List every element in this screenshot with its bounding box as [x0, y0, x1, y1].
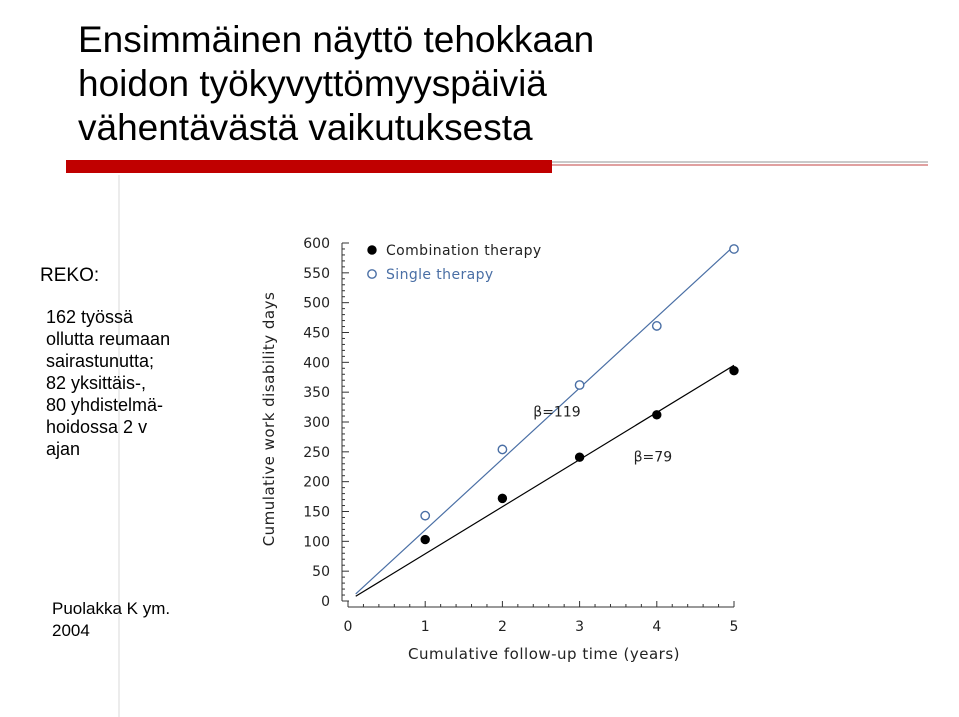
combination-therapy-point	[421, 535, 429, 543]
legend-combination-marker	[368, 246, 376, 254]
y-axis-label: Cumulative work disability days	[260, 291, 278, 547]
description-line: 82 yksittäis-,	[46, 373, 147, 393]
x-tick-label: 2	[497, 619, 507, 635]
reference-line: Puolakka K ym.	[52, 599, 171, 618]
combination-therapy-point	[498, 494, 506, 502]
single-therapy-point	[653, 322, 661, 330]
legend-single-label: Single therapy	[386, 267, 494, 283]
y-tick-label: 100	[303, 534, 330, 551]
y-tick-label: 0	[321, 594, 330, 610]
y-tick-label: 550	[303, 265, 330, 282]
y-tick-label: 50	[312, 564, 330, 581]
legend-single-marker	[368, 270, 376, 278]
x-axis-label: Cumulative follow-up time (years)	[408, 645, 680, 663]
y-tick-label: 200	[303, 474, 330, 491]
combination-therapy-point	[575, 453, 583, 461]
description-line: 80 yhdistelmä-	[46, 395, 164, 415]
x-tick-label: 5	[729, 619, 739, 635]
description-line: 162 työssä	[46, 307, 134, 327]
description-line: hoidossa 2 v	[46, 417, 148, 437]
y-tick-label: 500	[303, 295, 330, 312]
description-line: sairastunutta;	[46, 351, 155, 371]
slope-annotation: β=79	[633, 449, 673, 466]
description-line: ajan	[46, 439, 81, 459]
single-therapy-point	[575, 381, 583, 389]
slope-annotation: β=119	[533, 404, 581, 421]
title-line-2: hoidon työkyvyttömyyspäiviä	[78, 63, 547, 104]
y-tick-label: 350	[303, 385, 330, 402]
title-line-3: vähentävästä vaikutuksesta	[78, 107, 533, 148]
combination-therapy-point	[653, 411, 661, 419]
y-tick-label: 600	[303, 236, 330, 252]
x-tick-label: 1	[420, 619, 430, 635]
single-therapy-point	[730, 245, 738, 253]
y-tick-label: 400	[303, 355, 330, 372]
x-tick-label: 4	[652, 619, 662, 635]
single-therapy-point	[498, 445, 506, 453]
y-tick-label: 150	[303, 504, 330, 521]
y-tick-label: 450	[303, 325, 330, 342]
description-line: ollutta reumaan	[46, 329, 171, 349]
reference-line: 2004	[52, 621, 90, 640]
legend-combination-label: Combination therapy	[386, 243, 542, 259]
x-tick-label: 3	[575, 619, 585, 635]
reko-label: REKO:	[40, 265, 100, 286]
y-tick-label: 250	[303, 444, 330, 461]
title-line-1: Ensimmäinen näyttö tehokkaan	[78, 19, 595, 60]
combination-therapy-point	[730, 366, 738, 374]
single-therapy-point	[421, 511, 429, 519]
y-tick-label: 300	[303, 415, 330, 431]
x-tick-label: 0	[343, 619, 353, 635]
combination-therapy-fit-line	[356, 365, 734, 596]
